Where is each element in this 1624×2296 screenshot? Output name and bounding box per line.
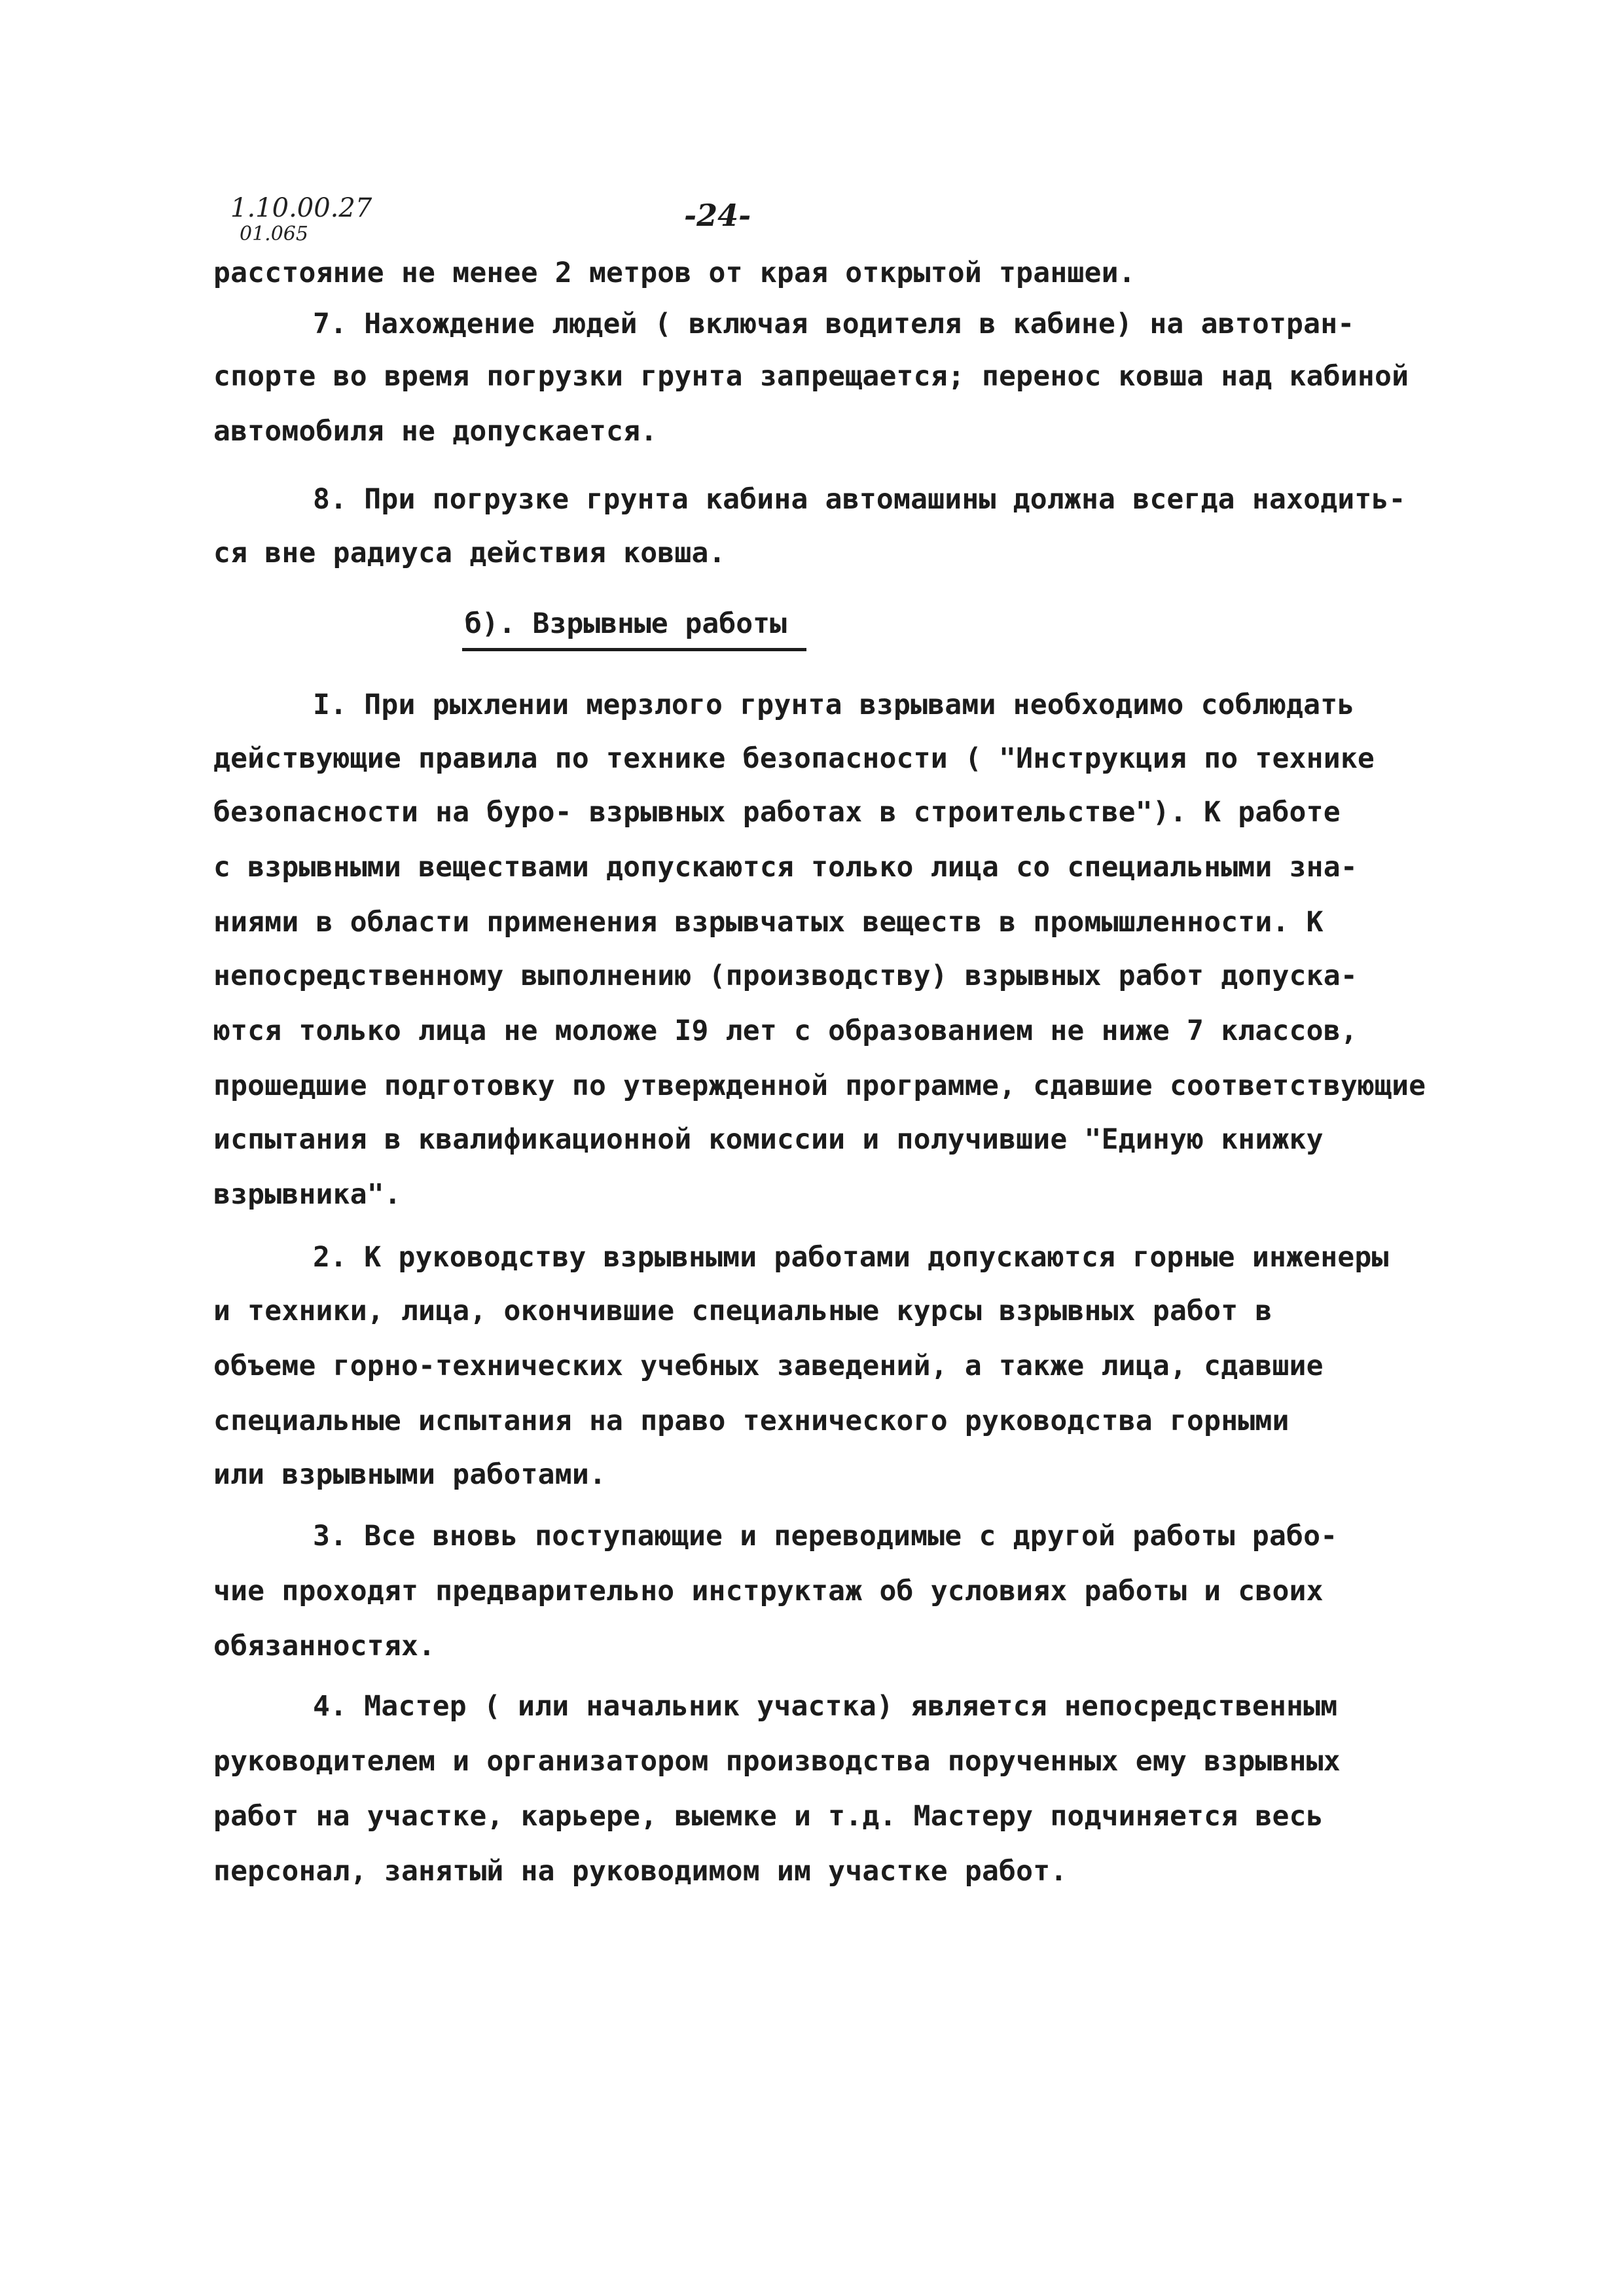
text-line: 7. Нахождение людей ( включая водителя в кабине) на автотран- [313,308,1355,340]
document-code [230,193,372,245]
text-line: ются только лица не моложе I9 лет с образованием не ниже 7 классов, [213,1014,1358,1047]
text-line: 4. Мастер ( или начальник участка) является непосредственным [313,1690,1338,1723]
text-line: автомобиля не допускается. [213,415,658,448]
text-line: безопасности на буро- взрывных работах в строительстве"). К работе [213,796,1341,829]
text-line: чие проходят предварительно инструктаж об условиях работы и своих [213,1575,1324,1607]
text-line: персонал, занятый на руководимом им участке работ. [213,1855,1068,1888]
text-line: 8. При погрузке грунта кабина автомашины должна всегда находить- [313,483,1406,516]
text-line: непосредственному выполнению (производству) взрывных работ допуска- [213,960,1358,992]
text-line: руководителем и организатором производства порученных ему взрывных [213,1745,1341,1778]
text-line: I. При рыхлении мерзлого грунта взрывами необходимо соблюдать [313,689,1355,721]
text-line: ниями в области применения взрывчатых веществ в промышленности. К [213,906,1324,939]
text-line: или взрывными работами. [213,1458,607,1491]
text-line: взрывника". [213,1178,401,1211]
text-line: специальные испытания на право технического руководства горными [213,1405,1290,1437]
text-line: 2. К руководству взрывными работами допускаются горные инженеры [313,1241,1389,1274]
text-line: действующие правила по технике безопасности ( "Инструкция по технике [213,742,1375,775]
text-line: объеме горно-технических учебных заведений, а также лица, сдавшие [213,1350,1324,1382]
page-number: -24- [684,198,751,233]
text-line: спорте во время погрузки грунта запрещается; перенос ковша над кабиной [213,360,1409,393]
text-line: испытания в квалификационной комиссии и получившие "Единую книжку [213,1123,1324,1156]
text-line: расстояние не менее 2 метров от края открытой траншеи. [213,257,1136,289]
section-heading: б). Взрывные работы [465,607,787,640]
text-line: и техники, лица, окончившие специальные курсы взрывных работ в [213,1295,1272,1327]
text-line: ся вне радиуса действия ковша. [213,537,726,569]
text-line: работ на участке, карьере, выемке и т.д. Мастеру подчиняется весь [213,1800,1324,1833]
text-line: 3. Все вновь поступающие и переводимые с другой работы рабо- [313,1520,1338,1552]
document-code-line2: 01.065 [240,223,308,245]
text-line: прошедшие подготовку по утвержденной программе, сдавшие соответствующие [213,1069,1426,1102]
text-line: с взрывными веществами допускаются только лица со специальными зна- [213,851,1358,884]
heading-underline [462,648,806,651]
document-code-line1: 1.10.00.27 [230,193,372,223]
text-line: обязанностях. [213,1630,436,1662]
